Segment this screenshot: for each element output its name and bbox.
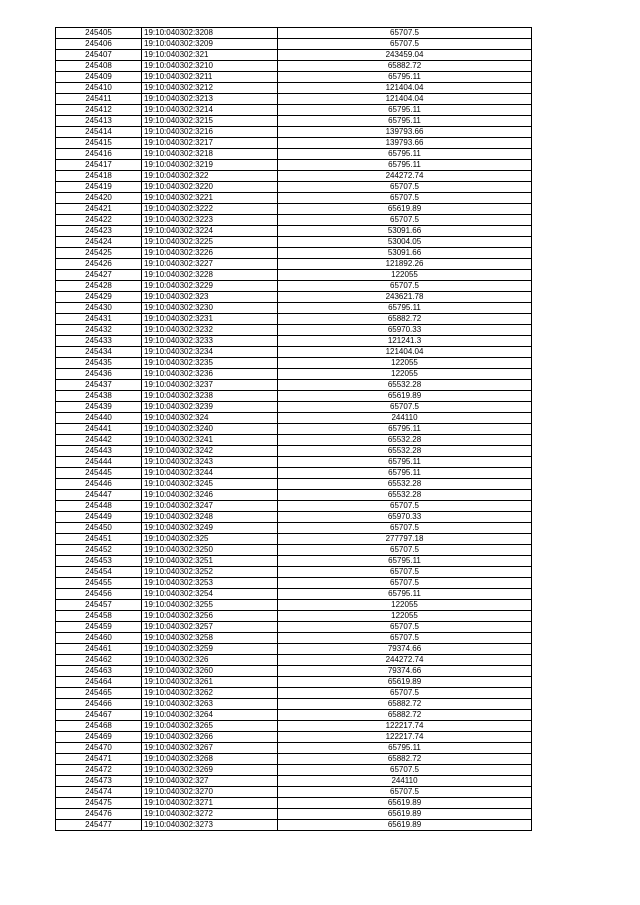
- cell-cadastral-number: 19:10:040302:3254: [142, 589, 278, 600]
- cell-value: 65707.5: [278, 633, 532, 644]
- table-row: [56, 270, 532, 281]
- cell-cadastral-number: 19:10:040302:3233: [142, 336, 278, 347]
- cell-cadastral-number: 19:10:040302:3238: [142, 391, 278, 402]
- cell-id: 245414: [56, 127, 142, 138]
- cell-id: 245434: [56, 347, 142, 358]
- table-row: [56, 787, 532, 798]
- cell-id: 245457: [56, 600, 142, 611]
- table-row: [56, 248, 532, 259]
- cell-cadastral-number: 19:10:040302:3232: [142, 325, 278, 336]
- table-row: [56, 325, 532, 336]
- cell-cadastral-number: 19:10:040302:327: [142, 776, 278, 787]
- cell-cadastral-number: 19:10:040302:325: [142, 534, 278, 545]
- cell-cadastral-number: 19:10:040302:3260: [142, 666, 278, 677]
- cell-id: 245420: [56, 193, 142, 204]
- cell-id: 245427: [56, 270, 142, 281]
- cell-value: 121404.04: [278, 94, 532, 105]
- table-row: [56, 600, 532, 611]
- cell-id: 245453: [56, 556, 142, 567]
- cell-value: 65795.11: [278, 468, 532, 479]
- table-row: [56, 534, 532, 545]
- table-row: [56, 226, 532, 237]
- cell-id: 245413: [56, 116, 142, 127]
- cell-id: 245418: [56, 171, 142, 182]
- cell-id: 245448: [56, 501, 142, 512]
- table-row: [56, 512, 532, 523]
- table-row: [56, 39, 532, 50]
- table-row: [56, 94, 532, 105]
- cell-id: 245425: [56, 248, 142, 259]
- cell-cadastral-number: 19:10:040302:3222: [142, 204, 278, 215]
- cell-id: 245468: [56, 721, 142, 732]
- cell-cadastral-number: 19:10:040302:3226: [142, 248, 278, 259]
- table-row: [56, 776, 532, 787]
- table-row: [56, 699, 532, 710]
- table-row: [56, 28, 532, 39]
- cell-id: 245472: [56, 765, 142, 776]
- table-row: [56, 589, 532, 600]
- cell-cadastral-number: 19:10:040302:3216: [142, 127, 278, 138]
- cell-cadastral-number: 19:10:040302:3244: [142, 468, 278, 479]
- cell-value: 65882.72: [278, 754, 532, 765]
- table-row: [56, 215, 532, 226]
- cell-cadastral-number: 19:10:040302:326: [142, 655, 278, 666]
- cell-value: 65619.89: [278, 809, 532, 820]
- cell-value: 65532.28: [278, 380, 532, 391]
- table-row: [56, 523, 532, 534]
- cell-id: 245431: [56, 314, 142, 325]
- table-row: [56, 677, 532, 688]
- table-row: [56, 490, 532, 501]
- table-row: [56, 501, 532, 512]
- cell-id: 245430: [56, 303, 142, 314]
- cell-id: 245417: [56, 160, 142, 171]
- cell-id: 245458: [56, 611, 142, 622]
- cell-cadastral-number: 19:10:040302:3225: [142, 237, 278, 248]
- cell-value: 65707.5: [278, 28, 532, 39]
- cell-cadastral-number: 19:10:040302:3273: [142, 820, 278, 831]
- cell-cadastral-number: 19:10:040302:3266: [142, 732, 278, 743]
- cell-id: 245462: [56, 655, 142, 666]
- cell-id: 245428: [56, 281, 142, 292]
- cell-cadastral-number: 19:10:040302:3261: [142, 677, 278, 688]
- cell-value: 65619.89: [278, 677, 532, 688]
- table-row: [56, 798, 532, 809]
- cell-id: 245473: [56, 776, 142, 787]
- cell-cadastral-number: 19:10:040302:3259: [142, 644, 278, 655]
- table-row: [56, 765, 532, 776]
- cell-cadastral-number: 19:10:040302:321: [142, 50, 278, 61]
- cell-cadastral-number: 19:10:040302:3252: [142, 567, 278, 578]
- cell-value: 65970.33: [278, 325, 532, 336]
- cell-cadastral-number: 19:10:040302:3250: [142, 545, 278, 556]
- table-row: [56, 391, 532, 402]
- cell-cadastral-number: 19:10:040302:3242: [142, 446, 278, 457]
- cell-value: 65532.28: [278, 479, 532, 490]
- cell-value: 65532.28: [278, 435, 532, 446]
- cell-cadastral-number: 19:10:040302:3246: [142, 490, 278, 501]
- table-row: [56, 259, 532, 270]
- cell-id: 245443: [56, 446, 142, 457]
- cell-id: 245456: [56, 589, 142, 600]
- cell-cadastral-number: 19:10:040302:322: [142, 171, 278, 182]
- cell-id: 245416: [56, 149, 142, 160]
- cell-value: 139793.66: [278, 138, 532, 149]
- cell-id: 245476: [56, 809, 142, 820]
- cell-id: 245470: [56, 743, 142, 754]
- cell-value: 122217.74: [278, 732, 532, 743]
- cell-id: 245421: [56, 204, 142, 215]
- cell-id: 245454: [56, 567, 142, 578]
- cell-id: 245477: [56, 820, 142, 831]
- cell-value: 53091.66: [278, 248, 532, 259]
- cell-cadastral-number: 19:10:040302:3227: [142, 259, 278, 270]
- table-row: [56, 622, 532, 633]
- cell-value: 244110: [278, 776, 532, 787]
- cell-cadastral-number: 19:10:040302:3248: [142, 512, 278, 523]
- cell-id: 245466: [56, 699, 142, 710]
- cell-value: 121241.3: [278, 336, 532, 347]
- cell-value: 122055: [278, 358, 532, 369]
- table-row: [56, 237, 532, 248]
- table-row: [56, 171, 532, 182]
- cell-id: 245451: [56, 534, 142, 545]
- cell-value: 243459.04: [278, 50, 532, 61]
- cell-id: 245461: [56, 644, 142, 655]
- cell-cadastral-number: 19:10:040302:3256: [142, 611, 278, 622]
- cell-id: 245424: [56, 237, 142, 248]
- cell-id: 245450: [56, 523, 142, 534]
- cell-id: 245411: [56, 94, 142, 105]
- cell-id: 245460: [56, 633, 142, 644]
- cell-value: 65707.5: [278, 787, 532, 798]
- cell-id: 245474: [56, 787, 142, 798]
- cell-id: 245407: [56, 50, 142, 61]
- table-row: [56, 710, 532, 721]
- cell-value: 65707.5: [278, 622, 532, 633]
- cell-id: 245444: [56, 457, 142, 468]
- cell-id: 245435: [56, 358, 142, 369]
- cell-value: 65795.11: [278, 589, 532, 600]
- table-row: [56, 358, 532, 369]
- cell-cadastral-number: 19:10:040302:3253: [142, 578, 278, 589]
- table-row: [56, 468, 532, 479]
- cell-id: 245410: [56, 83, 142, 94]
- cell-id: 245436: [56, 369, 142, 380]
- cell-cadastral-number: 19:10:040302:3224: [142, 226, 278, 237]
- cell-cadastral-number: 19:10:040302:3251: [142, 556, 278, 567]
- cell-cadastral-number: 19:10:040302:3210: [142, 61, 278, 72]
- cell-value: 65707.5: [278, 545, 532, 556]
- cell-id: 245442: [56, 435, 142, 446]
- table-row: [56, 732, 532, 743]
- cell-cadastral-number: 19:10:040302:324: [142, 413, 278, 424]
- cell-value: 65882.72: [278, 314, 532, 325]
- cell-id: 245441: [56, 424, 142, 435]
- cell-value: 65795.11: [278, 424, 532, 435]
- table-row: [56, 402, 532, 413]
- cell-value: 65619.89: [278, 820, 532, 831]
- cell-cadastral-number: 19:10:040302:3239: [142, 402, 278, 413]
- table-row: [56, 644, 532, 655]
- cell-value: 121404.04: [278, 347, 532, 358]
- cell-value: 65970.33: [278, 512, 532, 523]
- cell-cadastral-number: 19:10:040302:3214: [142, 105, 278, 116]
- cell-value: 121892.26: [278, 259, 532, 270]
- cell-cadastral-number: 19:10:040302:3269: [142, 765, 278, 776]
- cell-cadastral-number: 19:10:040302:3215: [142, 116, 278, 127]
- table-row: [56, 457, 532, 468]
- cell-id: 245445: [56, 468, 142, 479]
- cell-value: 65795.11: [278, 116, 532, 127]
- cell-value: 65619.89: [278, 391, 532, 402]
- cell-id: 245406: [56, 39, 142, 50]
- cell-id: 245412: [56, 105, 142, 116]
- cell-id: 245422: [56, 215, 142, 226]
- cell-value: 65707.5: [278, 765, 532, 776]
- table-row: [56, 204, 532, 215]
- table-row: [56, 556, 532, 567]
- cell-value: 79374.66: [278, 666, 532, 677]
- table-row: [56, 446, 532, 457]
- cell-id: 245469: [56, 732, 142, 743]
- table-body: [56, 28, 532, 831]
- table-row: [56, 567, 532, 578]
- table-row: [56, 424, 532, 435]
- cell-id: 245459: [56, 622, 142, 633]
- cell-value: 121404.04: [278, 83, 532, 94]
- table-row: [56, 83, 532, 94]
- cell-id: 245405: [56, 28, 142, 39]
- cell-id: 245438: [56, 391, 142, 402]
- cell-value: 65707.5: [278, 182, 532, 193]
- cell-cadastral-number: 19:10:040302:3262: [142, 688, 278, 699]
- cell-value: 139793.66: [278, 127, 532, 138]
- cell-value: 65532.28: [278, 490, 532, 501]
- cell-value: 65795.11: [278, 72, 532, 83]
- table-row: [56, 303, 532, 314]
- cell-cadastral-number: 19:10:040302:3249: [142, 523, 278, 534]
- cell-cadastral-number: 19:10:040302:3267: [142, 743, 278, 754]
- table-row: [56, 138, 532, 149]
- cell-id: 245408: [56, 61, 142, 72]
- table-row: [56, 611, 532, 622]
- cell-value: 53091.66: [278, 226, 532, 237]
- table-row: [56, 314, 532, 325]
- cell-value: 122055: [278, 600, 532, 611]
- cell-id: 245409: [56, 72, 142, 83]
- cell-value: 122055: [278, 369, 532, 380]
- cell-id: 245452: [56, 545, 142, 556]
- cell-cadastral-number: 19:10:040302:3223: [142, 215, 278, 226]
- cell-value: 122055: [278, 270, 532, 281]
- cell-cadastral-number: 19:10:040302:3213: [142, 94, 278, 105]
- cell-value: 277797.18: [278, 534, 532, 545]
- cell-cadastral-number: 19:10:040302:3268: [142, 754, 278, 765]
- table-row: [56, 347, 532, 358]
- cell-cadastral-number: 19:10:040302:3272: [142, 809, 278, 820]
- cell-value: 65795.11: [278, 149, 532, 160]
- table-row: [56, 116, 532, 127]
- table-row: [56, 193, 532, 204]
- cell-id: 245471: [56, 754, 142, 765]
- table-row: [56, 149, 532, 160]
- cell-cadastral-number: 19:10:040302:3230: [142, 303, 278, 314]
- cell-value: 65795.11: [278, 743, 532, 754]
- cell-value: 65882.72: [278, 710, 532, 721]
- cell-value: 65707.5: [278, 39, 532, 50]
- cell-cadastral-number: 19:10:040302:3208: [142, 28, 278, 39]
- cell-cadastral-number: 19:10:040302:3231: [142, 314, 278, 325]
- cell-id: 245465: [56, 688, 142, 699]
- cell-cadastral-number: 19:10:040302:3234: [142, 347, 278, 358]
- cell-id: 245432: [56, 325, 142, 336]
- table-row: [56, 336, 532, 347]
- table-row: [56, 578, 532, 589]
- cell-value: 65882.72: [278, 61, 532, 72]
- cell-id: 245455: [56, 578, 142, 589]
- cell-value: 65795.11: [278, 160, 532, 171]
- cell-cadastral-number: 19:10:040302:3220: [142, 182, 278, 193]
- cell-id: 245447: [56, 490, 142, 501]
- table-row: [56, 160, 532, 171]
- cell-cadastral-number: 19:10:040302:3270: [142, 787, 278, 798]
- table-row: [56, 655, 532, 666]
- table-row: [56, 61, 532, 72]
- cell-id: 245433: [56, 336, 142, 347]
- cell-cadastral-number: 19:10:040302:3219: [142, 160, 278, 171]
- cell-cadastral-number: 19:10:040302:3228: [142, 270, 278, 281]
- table-row: [56, 479, 532, 490]
- table-row: [56, 182, 532, 193]
- table-row: [56, 545, 532, 556]
- table-row: [56, 688, 532, 699]
- cell-id: 245426: [56, 259, 142, 270]
- cell-cadastral-number: 19:10:040302:3209: [142, 39, 278, 50]
- cell-value: 65707.5: [278, 402, 532, 413]
- cell-value: 65619.89: [278, 204, 532, 215]
- cell-value: 65707.5: [278, 501, 532, 512]
- table-row: [56, 721, 532, 732]
- cell-value: 244272.74: [278, 171, 532, 182]
- cell-cadastral-number: 19:10:040302:3221: [142, 193, 278, 204]
- cell-cadastral-number: 19:10:040302:3235: [142, 358, 278, 369]
- cell-cadastral-number: 19:10:040302:3243: [142, 457, 278, 468]
- table-row: [56, 380, 532, 391]
- table-row: [56, 820, 532, 831]
- cell-value: 65532.28: [278, 446, 532, 457]
- cell-cadastral-number: 19:10:040302:3257: [142, 622, 278, 633]
- cell-cadastral-number: 19:10:040302:3247: [142, 501, 278, 512]
- cell-id: 245439: [56, 402, 142, 413]
- table-row: [56, 633, 532, 644]
- cell-value: 65707.5: [278, 523, 532, 534]
- data-table: [55, 27, 532, 831]
- cell-value: 65795.11: [278, 556, 532, 567]
- cell-value: 65707.5: [278, 215, 532, 226]
- cell-value: 65707.5: [278, 281, 532, 292]
- cell-cadastral-number: 19:10:040302:3265: [142, 721, 278, 732]
- cell-value: 79374.66: [278, 644, 532, 655]
- cell-id: 245429: [56, 292, 142, 303]
- table-row: [56, 127, 532, 138]
- cell-value: 244110: [278, 413, 532, 424]
- cell-cadastral-number: 19:10:040302:3241: [142, 435, 278, 446]
- cell-cadastral-number: 19:10:040302:323: [142, 292, 278, 303]
- table-row: [56, 105, 532, 116]
- cell-cadastral-number: 19:10:040302:3264: [142, 710, 278, 721]
- cell-id: 245419: [56, 182, 142, 193]
- cell-value: 65795.11: [278, 303, 532, 314]
- cell-value: 244272.74: [278, 655, 532, 666]
- cell-cadastral-number: 19:10:040302:3236: [142, 369, 278, 380]
- table-row: [56, 743, 532, 754]
- cell-cadastral-number: 19:10:040302:3271: [142, 798, 278, 809]
- table-row: [56, 666, 532, 677]
- cell-value: 243621.78: [278, 292, 532, 303]
- cell-cadastral-number: 19:10:040302:3263: [142, 699, 278, 710]
- cell-cadastral-number: 19:10:040302:3218: [142, 149, 278, 160]
- table-row: [56, 281, 532, 292]
- cell-cadastral-number: 19:10:040302:3258: [142, 633, 278, 644]
- cell-value: 65707.5: [278, 567, 532, 578]
- cell-value: 65707.5: [278, 193, 532, 204]
- cell-cadastral-number: 19:10:040302:3211: [142, 72, 278, 83]
- cell-cadastral-number: 19:10:040302:3240: [142, 424, 278, 435]
- cell-value: 65707.5: [278, 688, 532, 699]
- table-row: [56, 435, 532, 446]
- cell-value: 53004.05: [278, 237, 532, 248]
- cell-cadastral-number: 19:10:040302:3212: [142, 83, 278, 94]
- cell-value: 65707.5: [278, 578, 532, 589]
- table-row: [56, 369, 532, 380]
- table-row: [56, 292, 532, 303]
- cell-value: 122217.74: [278, 721, 532, 732]
- cell-id: 245415: [56, 138, 142, 149]
- cell-id: 245475: [56, 798, 142, 809]
- table-row: [56, 754, 532, 765]
- cell-cadastral-number: 19:10:040302:3237: [142, 380, 278, 391]
- cell-cadastral-number: 19:10:040302:3245: [142, 479, 278, 490]
- cell-id: 245449: [56, 512, 142, 523]
- table-row: [56, 413, 532, 424]
- cell-id: 245423: [56, 226, 142, 237]
- cell-cadastral-number: 19:10:040302:3217: [142, 138, 278, 149]
- cell-cadastral-number: 19:10:040302:3229: [142, 281, 278, 292]
- cell-value: 65619.89: [278, 798, 532, 809]
- cell-value: 65795.11: [278, 105, 532, 116]
- cell-id: 245446: [56, 479, 142, 490]
- cell-id: 245467: [56, 710, 142, 721]
- cell-value: 65795.11: [278, 457, 532, 468]
- table-row: [56, 809, 532, 820]
- cell-id: 245464: [56, 677, 142, 688]
- cell-id: 245440: [56, 413, 142, 424]
- cell-value: 122055: [278, 611, 532, 622]
- cell-cadastral-number: 19:10:040302:3255: [142, 600, 278, 611]
- cell-value: 65882.72: [278, 699, 532, 710]
- cell-id: 245463: [56, 666, 142, 677]
- cell-id: 245437: [56, 380, 142, 391]
- table-row: [56, 72, 532, 83]
- table-row: [56, 50, 532, 61]
